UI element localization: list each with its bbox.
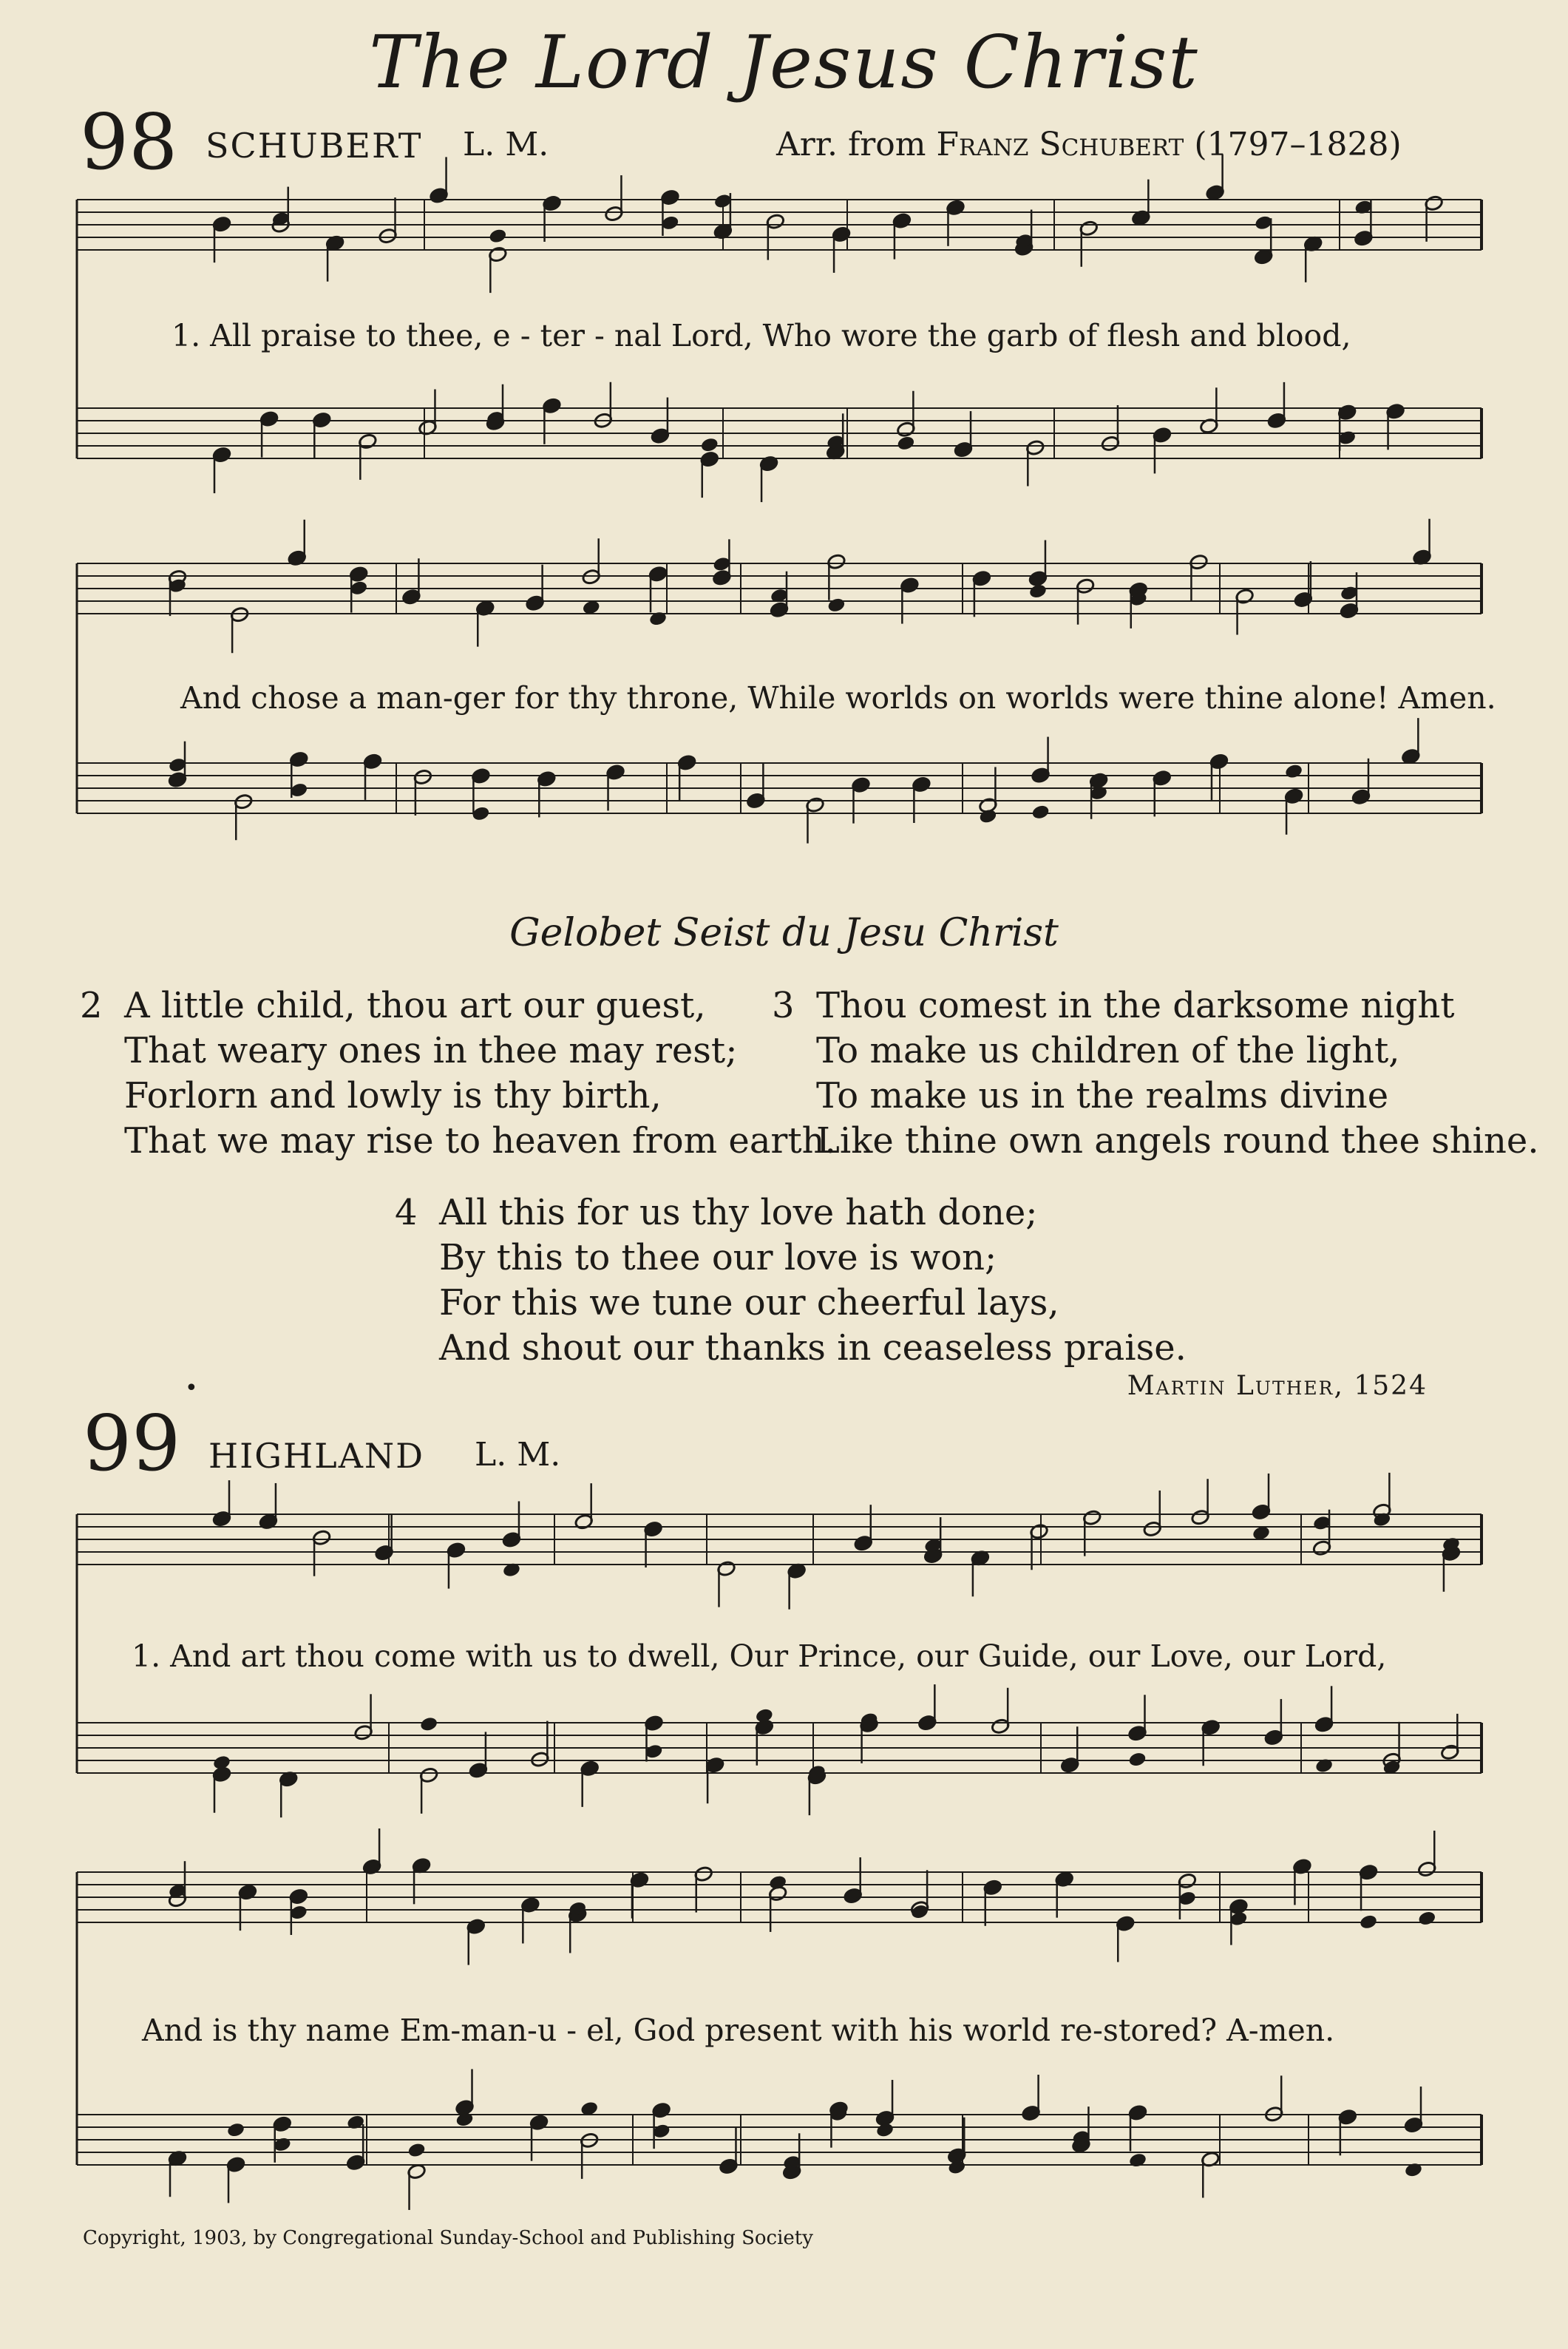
stanza-line: For this we tune our cheerful lays, [439, 1282, 1059, 1323]
hymn-98-lyric-line-1: 1. All praise to thee, e - ter - nal Lord, Who wore the garb of flesh and blood, [172, 318, 1351, 353]
stanza-line: To make us children of the light, [816, 1030, 1400, 1071]
hymn-99-lyric-line-1: 1. And art thou come with us to dwell, Our Prince, our Guide, our Love, our Lord, [132, 1638, 1387, 1674]
hymn-98-meter: L. M. [463, 126, 549, 163]
composer-name: Franz Schubert [936, 126, 1184, 163]
stanza-4 [395, 1190, 1208, 1375]
stanza-line: Thou comest in the darksome night [816, 985, 1455, 1026]
stanza-line: A little child, thou art our guest, [124, 985, 706, 1026]
tune-subtitle: Gelobet Seist du Jesu Christ [509, 911, 1059, 955]
hymn-99-tune-name: HIGHLAND [208, 1436, 425, 1476]
stanza-number: 3 [772, 985, 795, 1026]
stanza-2 [80, 983, 836, 1168]
hymn-98-tune-name: SCHUBERT [206, 126, 423, 166]
stanza-line: By this to thee our love is won; [439, 1237, 997, 1278]
page-title: The Lord Jesus Christ [369, 21, 1199, 105]
hymn-99-number: 99 [83, 1398, 181, 1488]
attribution-prefix: Arr. from [776, 126, 926, 163]
hymn-98-lyric-line-2: And chose a man-ger for thy throne, While worlds on worlds were thine alone! Amen. [180, 680, 1496, 716]
stanza-line: Forlorn and lowly is thy birth, [124, 1075, 662, 1116]
stanza-line: That we may rise to heaven from earth. [124, 1120, 836, 1162]
stanza-line: All this for us thy love hath done; [439, 1192, 1038, 1233]
stanza-line: Like thine own angels round thee shine. [816, 1120, 1539, 1162]
copyright-notice: Copyright, 1903, by Congregational Sunday-School and Publishing Society [83, 2227, 813, 2249]
author-credit: Martin Luther, 1524 [1127, 1371, 1428, 1401]
hymn-98-number: 98 [80, 97, 178, 187]
stanza-line: And shout our thanks in ceaseless praise. [439, 1327, 1187, 1369]
composer-dates: (1797–1828) [1194, 126, 1402, 163]
stanza-line: That weary ones in thee may rest; [124, 1030, 738, 1071]
stanza-3 [772, 983, 1539, 1168]
ornament-dot: • [185, 1375, 198, 1401]
stanza-number: 2 [80, 985, 103, 1026]
hymn-99-lyric-line-2: And is thy name Em-man-u - el, God present with his world re-stored? A-men. [142, 2013, 1335, 2048]
hymn-99-meter: L. M. [475, 1436, 561, 1474]
stanza-number: 4 [395, 1192, 418, 1233]
stanza-line: To make us in the realms divine [816, 1075, 1389, 1116]
